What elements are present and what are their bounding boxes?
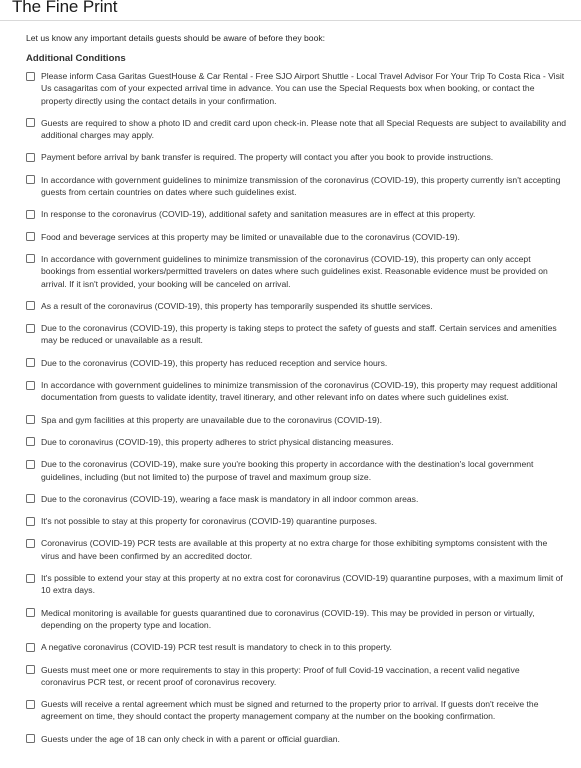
condition-text: It's possible to extend your stay at this property at no extra cost for coronavirus (COVID-19) quarantine purposes, with a maximum limit of 10 extra days. [41, 573, 563, 596]
condition-checkbox[interactable] [26, 437, 35, 446]
condition-item[interactable] [26, 607, 566, 632]
condition-text: Guests will receive a rental agreement which must be signed and returned to the property prior to arrival. If guests don't receive the agreement on time, they should contact the property management company at the number on the booking confirmation. [41, 699, 539, 722]
condition-item[interactable] [26, 300, 566, 312]
condition-item[interactable] [26, 208, 566, 220]
condition-item[interactable] [26, 537, 566, 562]
condition-text: As a result of the coronavirus (COVID-19), this property has temporarily suspended its shuttle services. [41, 300, 433, 311]
condition-checkbox[interactable] [26, 734, 35, 743]
condition-checkbox[interactable] [26, 232, 35, 241]
intro-text: Let us know any important details guests should be aware of before they book: [26, 33, 326, 43]
condition-checkbox[interactable] [26, 539, 35, 548]
condition-text: Due to the coronavirus (COVID-19), wearing a face mask is mandatory in all indoor common areas. [41, 493, 419, 504]
condition-item[interactable] [26, 322, 566, 347]
condition-text: Due to the coronavirus (COVID-19), this property has reduced reception and service hours. [41, 357, 388, 368]
condition-checkbox[interactable] [26, 415, 35, 424]
condition-text: In accordance with government guidelines to minimize transmission of the coronavirus (COVID-19), this property can only accept bookings from essential workers/permitted travelers on dates where such guidelines exist. Reasonable evidence must be provided on arrival. If it isn't provided, your booking will be canceled on arrival. [41, 253, 548, 289]
condition-checkbox[interactable] [26, 381, 35, 390]
page-title: The Fine Print [12, 0, 118, 16]
title-divider [0, 20, 581, 21]
condition-item[interactable] [26, 70, 566, 107]
condition-item[interactable] [26, 414, 566, 426]
condition-text: In response to the coronavirus (COVID-19), additional safety and sanitation measures are in effect at this property. [41, 209, 476, 220]
condition-checkbox[interactable] [26, 608, 35, 617]
condition-text: Coronavirus (COVID-19) PCR tests are available at this property at no extra charge for those exhibiting symptoms consistent with the virus and have been confirmed by an accredited doctor. [41, 538, 548, 561]
condition-text: Payment before arrival by bank transfer is required. The property will contact you after you book to provide instructions. [41, 152, 494, 163]
condition-text: Guests under the age of 18 can only check in with a parent or official guardian. [41, 733, 340, 744]
condition-checkbox[interactable] [26, 210, 35, 219]
condition-item[interactable] [26, 572, 566, 597]
condition-text: Due to the coronavirus (COVID-19), make sure you're booking this property in accordance with the destination's local government guidelines, including (but not limited to) the purpose of travel and maximum group size. [41, 459, 534, 482]
condition-text: It's not possible to stay at this property for coronavirus (COVID-19) quarantine purposes. [41, 516, 377, 527]
condition-text: Due to coronavirus (COVID-19), this property adheres to strict physical distancing measures. [41, 436, 394, 447]
condition-checkbox[interactable] [26, 358, 35, 367]
condition-checkbox[interactable] [26, 643, 35, 652]
condition-text: In accordance with government guidelines to minimize transmission of the coronavirus (COVID-19), this property currently isn't accepting guests from certain countries on dates where such guidelines exist. [41, 174, 561, 198]
condition-checkbox[interactable] [26, 574, 35, 583]
condition-checkbox[interactable] [26, 517, 35, 526]
condition-item[interactable] [26, 174, 566, 199]
condition-checkbox[interactable] [26, 254, 35, 263]
condition-checkbox[interactable] [26, 460, 35, 469]
condition-text: Guests are required to show a photo ID and credit card upon check-in. Please note that all Special Requests are subject to availability and additional charges may apply. [41, 117, 566, 141]
section-heading: Additional Conditions [26, 53, 126, 64]
condition-checkbox[interactable] [26, 700, 35, 709]
condition-checkbox[interactable] [26, 665, 35, 674]
condition-item[interactable] [26, 357, 566, 369]
condition-item[interactable] [26, 253, 566, 290]
condition-text: A negative coronavirus (COVID-19) PCR test result is mandatory to check in to this property. [41, 642, 392, 653]
condition-item[interactable] [26, 641, 566, 653]
condition-checkbox[interactable] [26, 153, 35, 162]
condition-text: Medical monitoring is available for guests quarantined due to coronavirus (COVID-19). This may be provided in person or virtually, depending on the property type and location. [41, 607, 535, 630]
condition-checkbox[interactable] [26, 301, 35, 310]
conditions-list [26, 70, 566, 755]
condition-item[interactable] [26, 117, 566, 142]
condition-item[interactable] [26, 458, 566, 483]
condition-text: Guests must meet one or more requirements to stay in this property: Proof of full Covid-19 vaccination, a recent valid negative coronavirus PCR test, or recent proof of coronavirus recovery. [41, 664, 520, 687]
condition-item[interactable] [26, 698, 566, 723]
condition-checkbox[interactable] [26, 118, 35, 127]
condition-checkbox[interactable] [26, 324, 35, 333]
condition-text: Food and beverage services at this property may be limited or unavailable due to the coronavirus (COVID-19). [41, 231, 460, 242]
condition-item[interactable] [26, 664, 566, 689]
condition-item[interactable] [26, 493, 566, 505]
condition-checkbox[interactable] [26, 72, 35, 81]
condition-item[interactable] [26, 379, 566, 404]
condition-item[interactable] [26, 231, 566, 243]
condition-item[interactable] [26, 733, 566, 745]
condition-item[interactable] [26, 151, 566, 163]
condition-item[interactable] [26, 436, 566, 448]
condition-checkbox[interactable] [26, 175, 35, 184]
condition-text: In accordance with government guidelines to minimize transmission of the coronavirus (COVID-19), this property may request additional documentation from guests to validate identity, travel itinerary, and other relevant info on dates where such guidelines exist. [41, 380, 558, 403]
condition-checkbox[interactable] [26, 494, 35, 503]
condition-text: Due to the coronavirus (COVID-19), this property is taking steps to protect the safety of guests and staff. Certain services and amenities may be reduced or unavailable as a result. [41, 323, 557, 346]
condition-text: Please inform Casa Garitas GuestHouse & Car Rental - Free SJO Airport Shuttle - Local Travel Advisor For Your Trip To Costa Rica - Visit Us casagaritas com of your expected arrival time in advance. You can use the Special Requests box when booking, or contact the property directly using the contact details in your confirmation. [41, 71, 565, 106]
condition-item[interactable] [26, 515, 566, 527]
condition-text: Spa and gym facilities at this property are unavailable due to the coronavirus (COVID-19). [41, 414, 383, 425]
